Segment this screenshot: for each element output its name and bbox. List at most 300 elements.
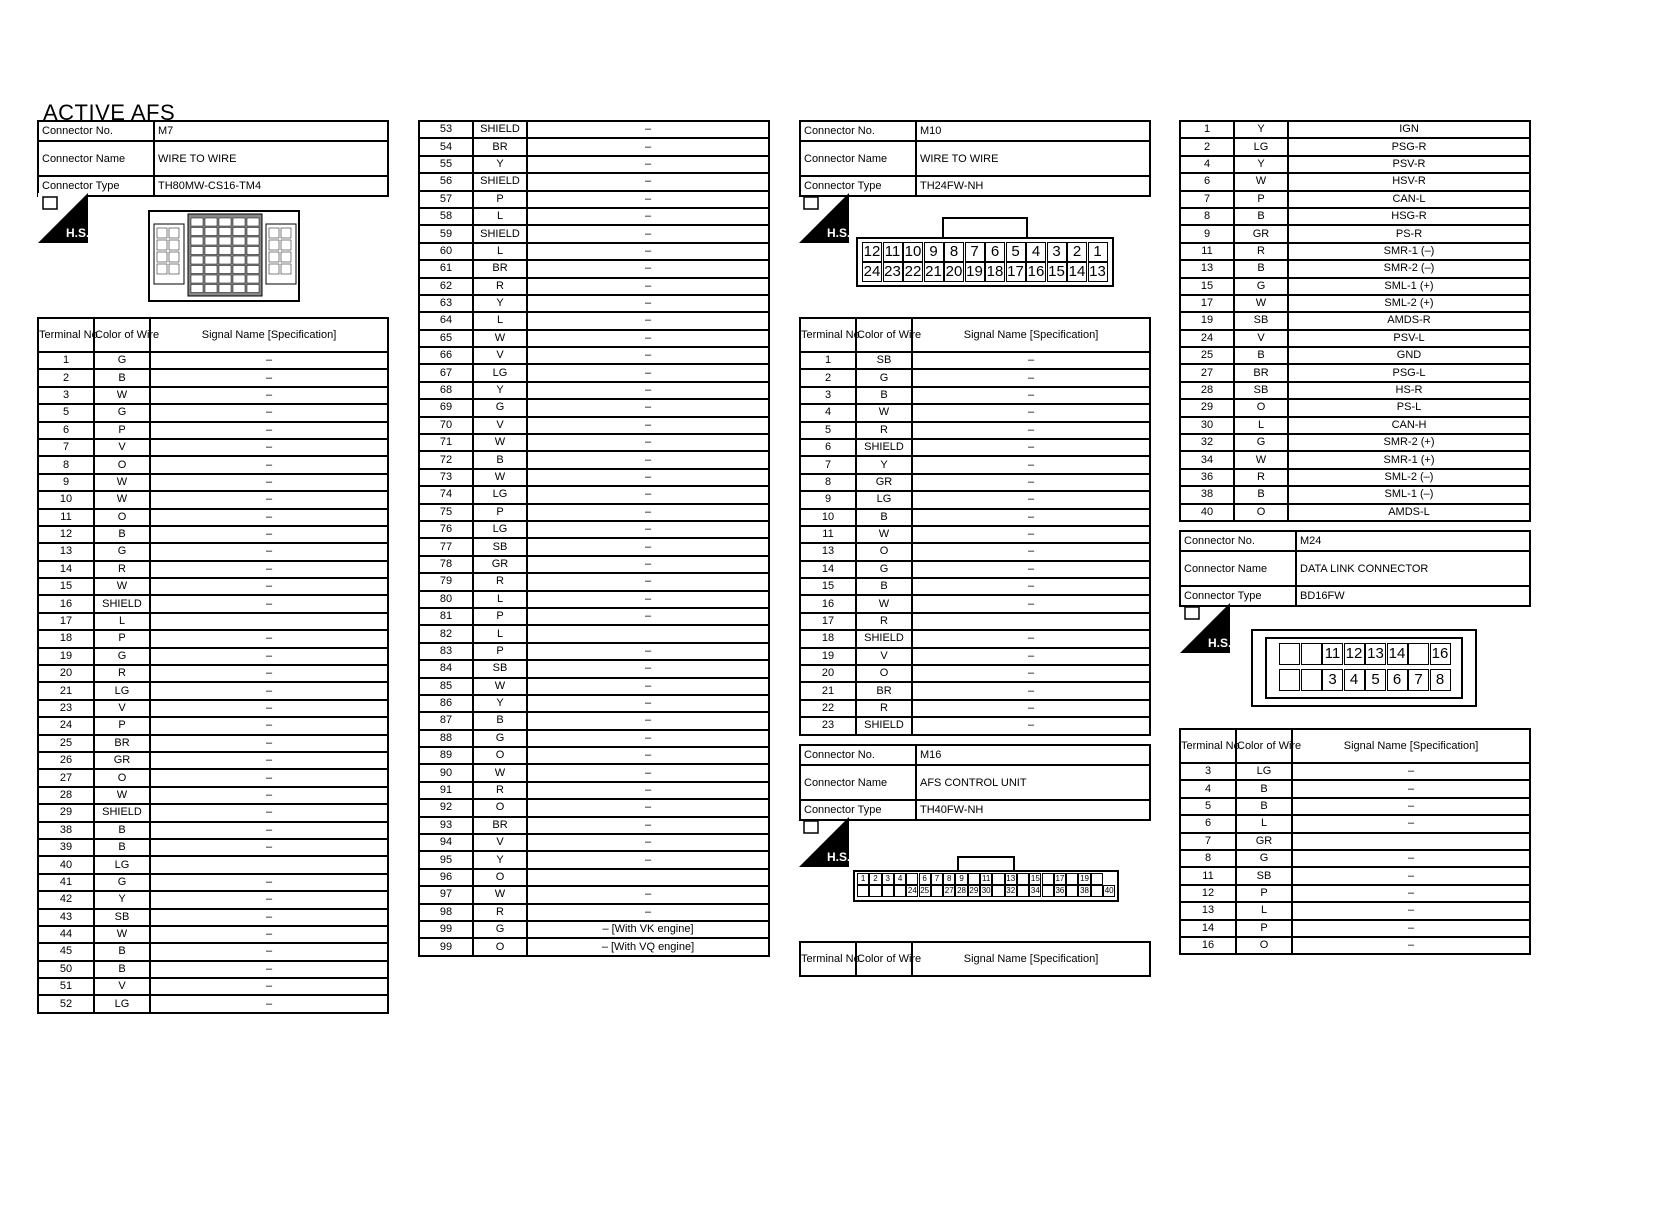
- signal-name: –: [1292, 867, 1530, 884]
- connector-pin: 13: [1006, 874, 1016, 883]
- signal-name: [527, 625, 769, 642]
- wire-color: L: [94, 613, 150, 630]
- wire-color: W: [856, 595, 912, 612]
- signal-name: PSG-L: [1288, 364, 1530, 381]
- terminal-no: 99: [419, 921, 473, 938]
- wire-color: R: [473, 573, 527, 590]
- terminal-no: 5: [800, 422, 856, 439]
- wire-color: O: [1234, 504, 1288, 521]
- table-row: [1180, 225, 1530, 242]
- connector-pin: 24: [863, 263, 881, 280]
- signal-name: –: [912, 578, 1150, 595]
- table-row: [419, 225, 769, 242]
- table-row: [800, 543, 1150, 560]
- connector-pin: 2: [869, 873, 881, 885]
- wire-color: G: [473, 730, 527, 747]
- label-connector-name: Connector Name: [800, 765, 916, 800]
- table-row: [419, 695, 769, 712]
- signal-name: PS-L: [1288, 399, 1530, 416]
- signal-name: HS-R: [1288, 382, 1530, 399]
- terminal-no: 15: [1180, 278, 1234, 295]
- terminal-no: 55: [419, 156, 473, 173]
- connector-pin: 30: [981, 886, 991, 895]
- table-row: [38, 735, 388, 752]
- signal-name: –: [150, 387, 388, 404]
- terminal-no: 12: [38, 526, 94, 543]
- terminal-no: 76: [419, 521, 473, 538]
- table-row: [1180, 278, 1530, 295]
- wire-color: Y: [473, 156, 527, 173]
- wire-color: L: [473, 208, 527, 225]
- m24-connector-name: DATA LINK CONNECTOR: [1296, 551, 1530, 586]
- label-connector-type: Connector Type: [1180, 586, 1296, 606]
- connector-pin: 10: [904, 243, 922, 260]
- connector-pin: [1066, 885, 1078, 897]
- wire-color: G: [1234, 434, 1288, 451]
- table-row: [38, 700, 388, 717]
- terminal-no: 22: [800, 700, 856, 717]
- terminal-no: 90: [419, 764, 473, 781]
- terminal-no: 4: [1180, 780, 1236, 797]
- terminal-no: 25: [1180, 347, 1234, 364]
- table-row: [1180, 850, 1530, 867]
- wire-color: B: [1236, 798, 1292, 815]
- terminal-no: 12: [1180, 885, 1236, 902]
- table-row: [419, 712, 769, 729]
- wire-color: V: [473, 347, 527, 364]
- col-signal-name: Signal Name [Specification]: [150, 318, 388, 352]
- connector-pin: [968, 873, 980, 885]
- hs-label: H.S.: [827, 226, 851, 240]
- table-row: [1180, 399, 1530, 416]
- table-row: [419, 121, 769, 138]
- terminal-no: 23: [38, 700, 94, 717]
- wire-color: W: [473, 434, 527, 451]
- m7-connector-type: TH80MW-CS16-TM4: [154, 176, 388, 196]
- signal-name: –: [527, 782, 769, 799]
- table-row: [419, 243, 769, 260]
- signal-name: –: [150, 995, 388, 1012]
- connector-pin: 14: [1068, 263, 1086, 280]
- table-row: [38, 543, 388, 560]
- signal-name: –: [527, 712, 769, 729]
- signal-name: –: [527, 312, 769, 329]
- table-row: [1180, 486, 1530, 503]
- terminal-no: 70: [419, 417, 473, 434]
- terminal-no: 25: [38, 735, 94, 752]
- terminal-no: 43: [38, 909, 94, 926]
- wire-color: Y: [1234, 121, 1288, 138]
- harness-side-icon: [38, 193, 88, 243]
- wire-color: SB: [856, 352, 912, 369]
- terminal-no: 58: [419, 208, 473, 225]
- terminal-no: 79: [419, 573, 473, 590]
- connector-pin: 28: [957, 886, 966, 895]
- terminal-no: 9: [38, 474, 94, 491]
- table-row: [419, 556, 769, 573]
- connector-pin: 22: [904, 263, 922, 280]
- terminal-no: 84: [419, 660, 473, 677]
- wire-color: G: [94, 543, 150, 560]
- terminal-no: 19: [800, 648, 856, 665]
- wire-color: V: [856, 648, 912, 665]
- connector-pin: 27: [944, 886, 954, 895]
- table-row: [419, 782, 769, 799]
- terminal-no: 73: [419, 469, 473, 486]
- table-row: [1180, 885, 1530, 902]
- signal-name: –: [912, 456, 1150, 473]
- terminal-no: 19: [1180, 312, 1234, 329]
- wire-color: SB: [94, 909, 150, 926]
- terminal-no: 66: [419, 347, 473, 364]
- terminal-no: 92: [419, 799, 473, 816]
- signal-name: –: [150, 700, 388, 717]
- table-row: [419, 747, 769, 764]
- table-row: [800, 717, 1150, 734]
- table-row: [38, 682, 388, 699]
- signal-name: –: [912, 630, 1150, 647]
- signal-name: –: [150, 665, 388, 682]
- wire-color: SB: [1234, 312, 1288, 329]
- m24-terminal-table: [1179, 728, 1531, 955]
- wire-color: B: [1234, 347, 1288, 364]
- connector-pin: 1: [857, 873, 869, 885]
- table-row: [1180, 173, 1530, 190]
- wire-color: V: [94, 700, 150, 717]
- terminal-no: 6: [800, 439, 856, 456]
- signal-name: SML-1 (–): [1288, 486, 1530, 503]
- connector-pin: [931, 885, 943, 897]
- terminal-no: 44: [38, 926, 94, 943]
- connector-pin: 11: [981, 874, 991, 883]
- connector-pin: [1017, 873, 1029, 885]
- signal-name: –: [527, 243, 769, 260]
- terminal-no: 2: [800, 369, 856, 386]
- signal-name: –: [150, 474, 388, 491]
- wire-color: B: [1234, 486, 1288, 503]
- wire-color: W: [473, 886, 527, 903]
- signal-name: –: [1292, 902, 1530, 919]
- wire-color: P: [473, 643, 527, 660]
- connector-pin: [1017, 885, 1029, 897]
- connector-pin: 5: [1365, 669, 1386, 691]
- table-row: [419, 938, 769, 955]
- wire-color: LG: [94, 995, 150, 1012]
- terminal-no: 11: [1180, 867, 1236, 884]
- wire-color: L: [473, 243, 527, 260]
- terminal-no: 82: [419, 625, 473, 642]
- m7-connector-diagram: [148, 210, 300, 302]
- connector-pin: 23: [884, 263, 901, 280]
- label-connector-name: Connector Name: [38, 141, 154, 176]
- signal-name: –: [527, 451, 769, 468]
- table-row: [800, 665, 1150, 682]
- signal-name: –: [150, 874, 388, 891]
- table-row: [800, 561, 1150, 578]
- terminal-no: 62: [419, 278, 473, 295]
- wire-color: G: [94, 648, 150, 665]
- m16-terminal-table-continued: [1179, 120, 1531, 522]
- table-row: [419, 504, 769, 521]
- connector-pin: 8: [943, 873, 955, 885]
- wire-color: G: [1236, 850, 1292, 867]
- connector-pin: 17: [1055, 874, 1065, 883]
- signal-name: –: [527, 260, 769, 277]
- connector-pin: [1279, 643, 1300, 665]
- wire-color: R: [473, 278, 527, 295]
- table-row: [38, 995, 388, 1012]
- table-row: [419, 278, 769, 295]
- table-row: [419, 399, 769, 416]
- table-row: [419, 382, 769, 399]
- wire-color: Y: [473, 851, 527, 868]
- signal-name: –: [150, 961, 388, 978]
- table-row: [800, 387, 1150, 404]
- signal-name: –: [150, 561, 388, 578]
- signal-name: –: [912, 352, 1150, 369]
- table-row: [419, 643, 769, 660]
- signal-name: SMR-1 (+): [1288, 451, 1530, 468]
- wire-color: W: [1234, 295, 1288, 312]
- wire-color: W: [94, 387, 150, 404]
- connector-pin: 8: [1430, 669, 1451, 691]
- table-row: [38, 630, 388, 647]
- signal-name: –: [150, 752, 388, 769]
- wire-color: O: [1236, 937, 1292, 954]
- signal-name: –: [527, 556, 769, 573]
- table-row: [1180, 121, 1530, 138]
- terminal-no: 7: [38, 439, 94, 456]
- signal-name: –: [912, 682, 1150, 699]
- signal-name: PSV-L: [1288, 330, 1530, 347]
- signal-name: –: [527, 208, 769, 225]
- table-row: [1180, 260, 1530, 277]
- table-row: [38, 943, 388, 960]
- terminal-no: 18: [38, 630, 94, 647]
- connector-pin: 32: [1006, 886, 1016, 895]
- terminal-no: 7: [800, 456, 856, 473]
- terminal-no: 17: [1180, 295, 1234, 312]
- terminal-no: 1: [1180, 121, 1234, 138]
- wire-color: L: [473, 625, 527, 642]
- table-row: [1180, 208, 1530, 225]
- connector-pin: 9: [955, 873, 967, 885]
- signal-name: –: [527, 138, 769, 155]
- signal-name: HSG-R: [1288, 208, 1530, 225]
- table-row: [38, 978, 388, 995]
- terminal-no: 88: [419, 730, 473, 747]
- wire-color: B: [473, 451, 527, 468]
- col-color-of-wire: Color of Wire: [94, 318, 150, 352]
- signal-name: –: [912, 387, 1150, 404]
- table-row: [419, 869, 769, 886]
- signal-name: –: [527, 660, 769, 677]
- signal-name: –: [150, 439, 388, 456]
- terminal-no: 11: [38, 509, 94, 526]
- connector-pin: 12: [1344, 643, 1365, 665]
- wire-color: B: [856, 509, 912, 526]
- table-row: [419, 730, 769, 747]
- signal-name: AMDS-R: [1288, 312, 1530, 329]
- table-row: [38, 613, 388, 630]
- table-row: [419, 208, 769, 225]
- table-row: [38, 909, 388, 926]
- wire-color: P: [94, 630, 150, 647]
- terminal-no: 75: [419, 504, 473, 521]
- terminal-no: 28: [1180, 382, 1234, 399]
- terminal-no: 13: [1180, 260, 1234, 277]
- connector-pin: 17: [1007, 263, 1024, 280]
- terminal-no: 40: [38, 856, 94, 873]
- table-row: [800, 526, 1150, 543]
- terminal-no: 20: [38, 665, 94, 682]
- signal-name: PS-R: [1288, 225, 1530, 242]
- wire-color: GR: [94, 752, 150, 769]
- wire-color: W: [1234, 173, 1288, 190]
- m16-terminal-table: [799, 941, 1151, 977]
- connector-pin: 24: [907, 886, 917, 895]
- signal-name: –: [150, 509, 388, 526]
- m10-info: [799, 120, 1151, 197]
- terminal-no: 5: [1180, 798, 1236, 815]
- wire-color: O: [473, 869, 527, 886]
- wire-color: G: [1234, 278, 1288, 295]
- signal-name: –: [527, 225, 769, 242]
- signal-name: – [With VK engine]: [527, 921, 769, 938]
- label-connector-no: Connector No.: [38, 121, 154, 141]
- connector-pin: 21: [925, 263, 942, 280]
- terminal-no: 86: [419, 695, 473, 712]
- connector-pin: 7: [931, 873, 943, 885]
- terminal-no: 9: [1180, 225, 1234, 242]
- table-row: [419, 451, 769, 468]
- table-row: [419, 591, 769, 608]
- wire-color: B: [94, 839, 150, 856]
- table-row: [800, 630, 1150, 647]
- terminal-no: 6: [38, 422, 94, 439]
- wire-color: G: [94, 404, 150, 421]
- harness-side-icon: [799, 817, 849, 867]
- signal-name: –: [527, 364, 769, 381]
- connector-pin: 2: [1067, 242, 1087, 262]
- wire-color: V: [1234, 330, 1288, 347]
- connector-pin: 15: [1030, 874, 1040, 883]
- table-row: [419, 573, 769, 590]
- connector-pin: 9: [924, 242, 944, 262]
- connector-pin: [992, 873, 1004, 885]
- terminal-no: 80: [419, 591, 473, 608]
- signal-name: –: [912, 404, 1150, 421]
- terminal-no: 60: [419, 243, 473, 260]
- wire-color: O: [856, 665, 912, 682]
- wire-color: P: [94, 717, 150, 734]
- connector-pin: [1066, 873, 1078, 885]
- signal-name: SML-1 (+): [1288, 278, 1530, 295]
- wire-color: BR: [473, 138, 527, 155]
- wire-color: V: [94, 439, 150, 456]
- wire-color: L: [1234, 417, 1288, 434]
- wire-color: GR: [856, 474, 912, 491]
- table-row: [1180, 138, 1530, 155]
- table-row: [419, 364, 769, 381]
- table-row: [419, 886, 769, 903]
- terminal-no: 10: [800, 509, 856, 526]
- table-row: [419, 347, 769, 364]
- signal-name: –: [527, 382, 769, 399]
- wire-color: L: [473, 312, 527, 329]
- table-row: [38, 891, 388, 908]
- signal-name: –: [1292, 815, 1530, 832]
- terminal-no: 29: [1180, 399, 1234, 416]
- wire-color: R: [94, 665, 150, 682]
- signal-name: SMR-1 (–): [1288, 243, 1530, 260]
- wire-color: P: [1234, 191, 1288, 208]
- wire-color: G: [94, 874, 150, 891]
- terminal-no: 87: [419, 712, 473, 729]
- col-terminal-no: Terminal No.: [800, 942, 856, 976]
- signal-name: –: [527, 399, 769, 416]
- connector-pin: 4: [894, 873, 906, 885]
- wire-color: G: [856, 561, 912, 578]
- col-color-of-wire: Color of Wire: [856, 318, 912, 352]
- terminal-no: 2: [1180, 138, 1234, 155]
- signal-name: [150, 856, 388, 873]
- harness-side-icon: [1180, 603, 1230, 653]
- table-row: [38, 874, 388, 891]
- terminal-no: 98: [419, 904, 473, 921]
- table-row: [1180, 382, 1530, 399]
- table-row: [38, 804, 388, 821]
- signal-name: –: [150, 891, 388, 908]
- terminal-no: 27: [38, 769, 94, 786]
- signal-name: –: [527, 469, 769, 486]
- wire-color: Y: [1234, 156, 1288, 173]
- signal-name: –: [150, 804, 388, 821]
- m10-connector-name: WIRE TO WIRE: [916, 141, 1150, 176]
- signal-name: –: [912, 595, 1150, 612]
- table-row: [419, 417, 769, 434]
- terminal-no: 14: [800, 561, 856, 578]
- connector-pin: 20: [945, 263, 963, 280]
- wire-color: B: [94, 369, 150, 386]
- m10-connector-no: M10: [916, 121, 1150, 141]
- terminal-no: 34: [1180, 451, 1234, 468]
- connector-pin: [857, 885, 869, 897]
- wire-color: O: [473, 938, 527, 955]
- label-connector-no: Connector No.: [800, 745, 916, 765]
- terminal-no: 97: [419, 886, 473, 903]
- signal-name: –: [150, 909, 388, 926]
- table-row: [1180, 156, 1530, 173]
- table-row: [38, 717, 388, 734]
- terminal-no: 91: [419, 782, 473, 799]
- table-row: [800, 595, 1150, 612]
- signal-name: –: [527, 643, 769, 660]
- signal-name: [150, 613, 388, 630]
- connector-pin: 13: [1089, 263, 1106, 280]
- label-connector-type: Connector Type: [800, 176, 916, 196]
- terminal-no: 27: [1180, 364, 1234, 381]
- terminal-no: 14: [38, 561, 94, 578]
- table-row: [800, 439, 1150, 456]
- terminal-no: 11: [800, 526, 856, 543]
- table-row: [38, 474, 388, 491]
- table-row: [38, 456, 388, 473]
- terminal-no: 29: [38, 804, 94, 821]
- m16-connector-no: M16: [916, 745, 1150, 765]
- m16-connector-name: AFS CONTROL UNIT: [916, 765, 1150, 800]
- connector-pin: 6: [919, 873, 931, 885]
